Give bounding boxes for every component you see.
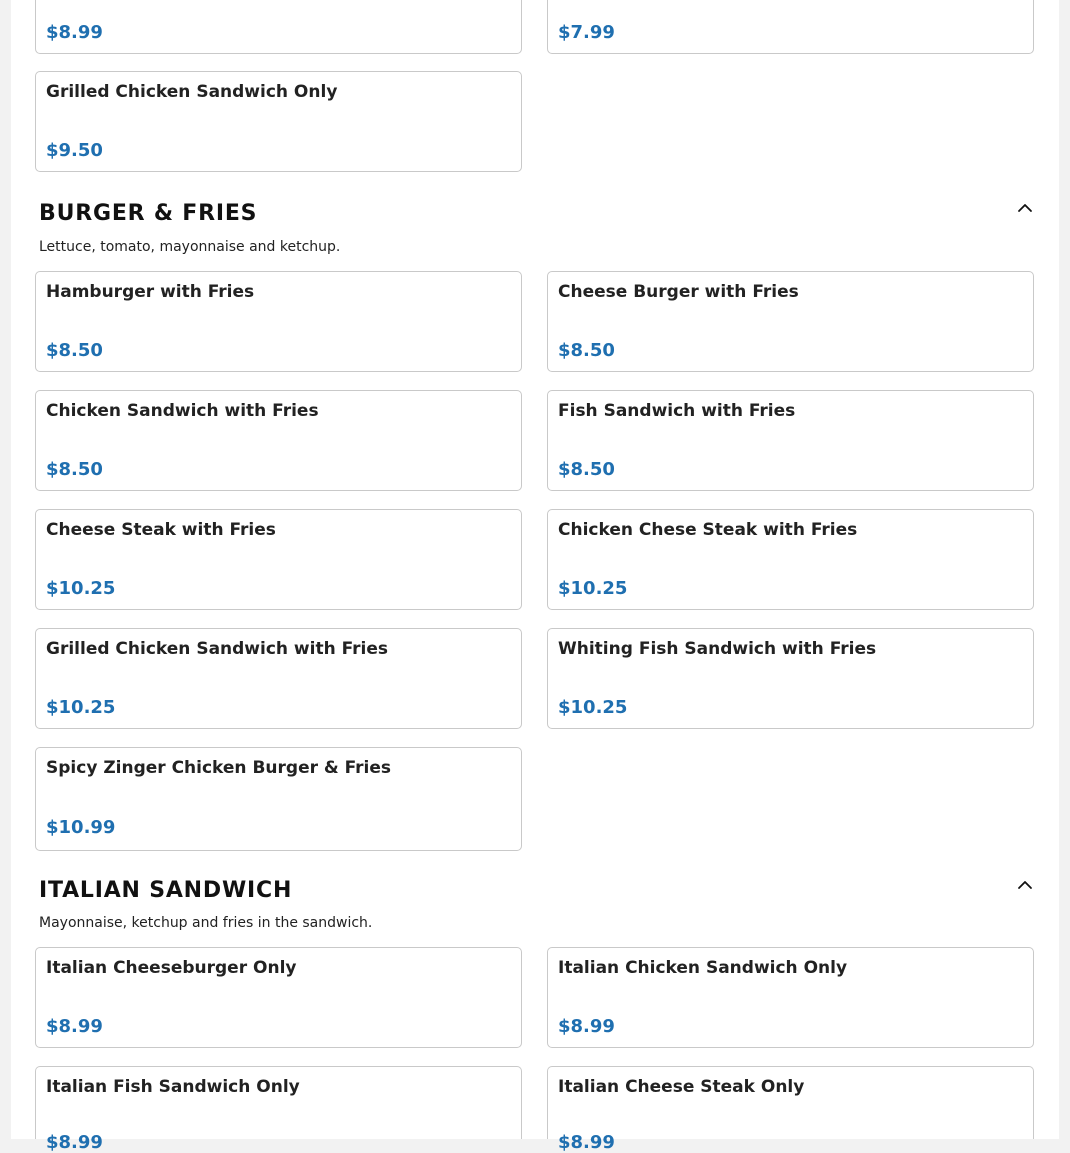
menu-item-name: Cheese Burger with Fries [558, 282, 799, 302]
menu-item-card[interactable] [35, 0, 522, 54]
chevron-up-icon[interactable] [1016, 199, 1034, 217]
menu-item-name: Italian Fish Sandwich Only [46, 1077, 300, 1097]
menu-item-name: Italian Cheeseburger Only [46, 958, 297, 978]
menu-item-name: Grilled Chicken Sandwich Only [46, 82, 338, 102]
menu-item-name: Chicken Sandwich with Fries [46, 401, 319, 421]
menu-item-card[interactable] [35, 747, 522, 851]
menu-item-card[interactable] [547, 1066, 1034, 1153]
menu-item-price: $7.99 [558, 22, 615, 43]
section-description: Mayonnaise, ketchup and fries in the sandwich. [39, 915, 373, 931]
menu-item-price: $8.99 [46, 1132, 103, 1153]
menu-item-card[interactable] [35, 390, 522, 491]
menu-item-card[interactable] [35, 71, 522, 172]
menu-item-name: Whiting Fish Sandwich with Fries [558, 639, 877, 659]
menu-item-price: $8.50 [46, 459, 103, 480]
menu-item-name: Italian Chicken Sandwich Only [558, 958, 848, 978]
menu-item-price: $10.25 [558, 578, 628, 599]
menu-item-price: $8.99 [46, 1016, 103, 1037]
section-description: Lettuce, tomato, mayonnaise and ketchup. [39, 239, 341, 255]
menu-item-name: Grilled Chicken Sandwich with Fries [46, 639, 389, 659]
menu-item-name: Cheese Steak with Fries [46, 520, 276, 540]
menu-item-card[interactable] [547, 947, 1034, 1048]
menu-item-name: Fish Sandwich with Fries [558, 401, 796, 421]
menu-item-card[interactable] [547, 390, 1034, 491]
menu-item-card[interactable] [547, 509, 1034, 610]
menu-item-card[interactable] [35, 271, 522, 372]
menu-item-price: $10.25 [46, 578, 116, 599]
menu-item-price: $9.50 [46, 140, 103, 161]
menu-item-name: Chicken Chese Steak with Fries [558, 520, 858, 540]
menu-item-name: Italian Cheese Steak Only [558, 1077, 805, 1097]
menu-item-price: $8.99 [46, 22, 103, 43]
menu-item-card[interactable] [35, 1066, 522, 1153]
menu-item-price: $8.50 [558, 459, 615, 480]
menu-item-price: $10.25 [46, 697, 116, 718]
menu-item-price: $8.99 [558, 1016, 615, 1037]
menu-item-price: $10.99 [46, 817, 116, 838]
menu-item-card[interactable] [547, 628, 1034, 729]
section-title-italian-sandwich: ITALIAN SANDWICH [39, 878, 293, 903]
menu-item-price: $8.50 [46, 340, 103, 361]
menu-item-card[interactable] [35, 947, 522, 1048]
menu-item-card[interactable] [547, 271, 1034, 372]
menu-item-card[interactable] [35, 628, 522, 729]
menu-item-price: $8.50 [558, 340, 615, 361]
menu-item-name: Hamburger with Fries [46, 282, 255, 302]
menu-item-card[interactable] [35, 509, 522, 610]
menu-item-card[interactable] [547, 0, 1034, 54]
menu-item-name: Spicy Zinger Chicken Burger & Fries [46, 758, 392, 778]
menu-item-price: $8.99 [558, 1132, 615, 1153]
chevron-up-icon[interactable] [1016, 876, 1034, 894]
menu-item-price: $10.25 [558, 697, 628, 718]
section-title-burger-fries: BURGER & FRIES [39, 201, 258, 226]
